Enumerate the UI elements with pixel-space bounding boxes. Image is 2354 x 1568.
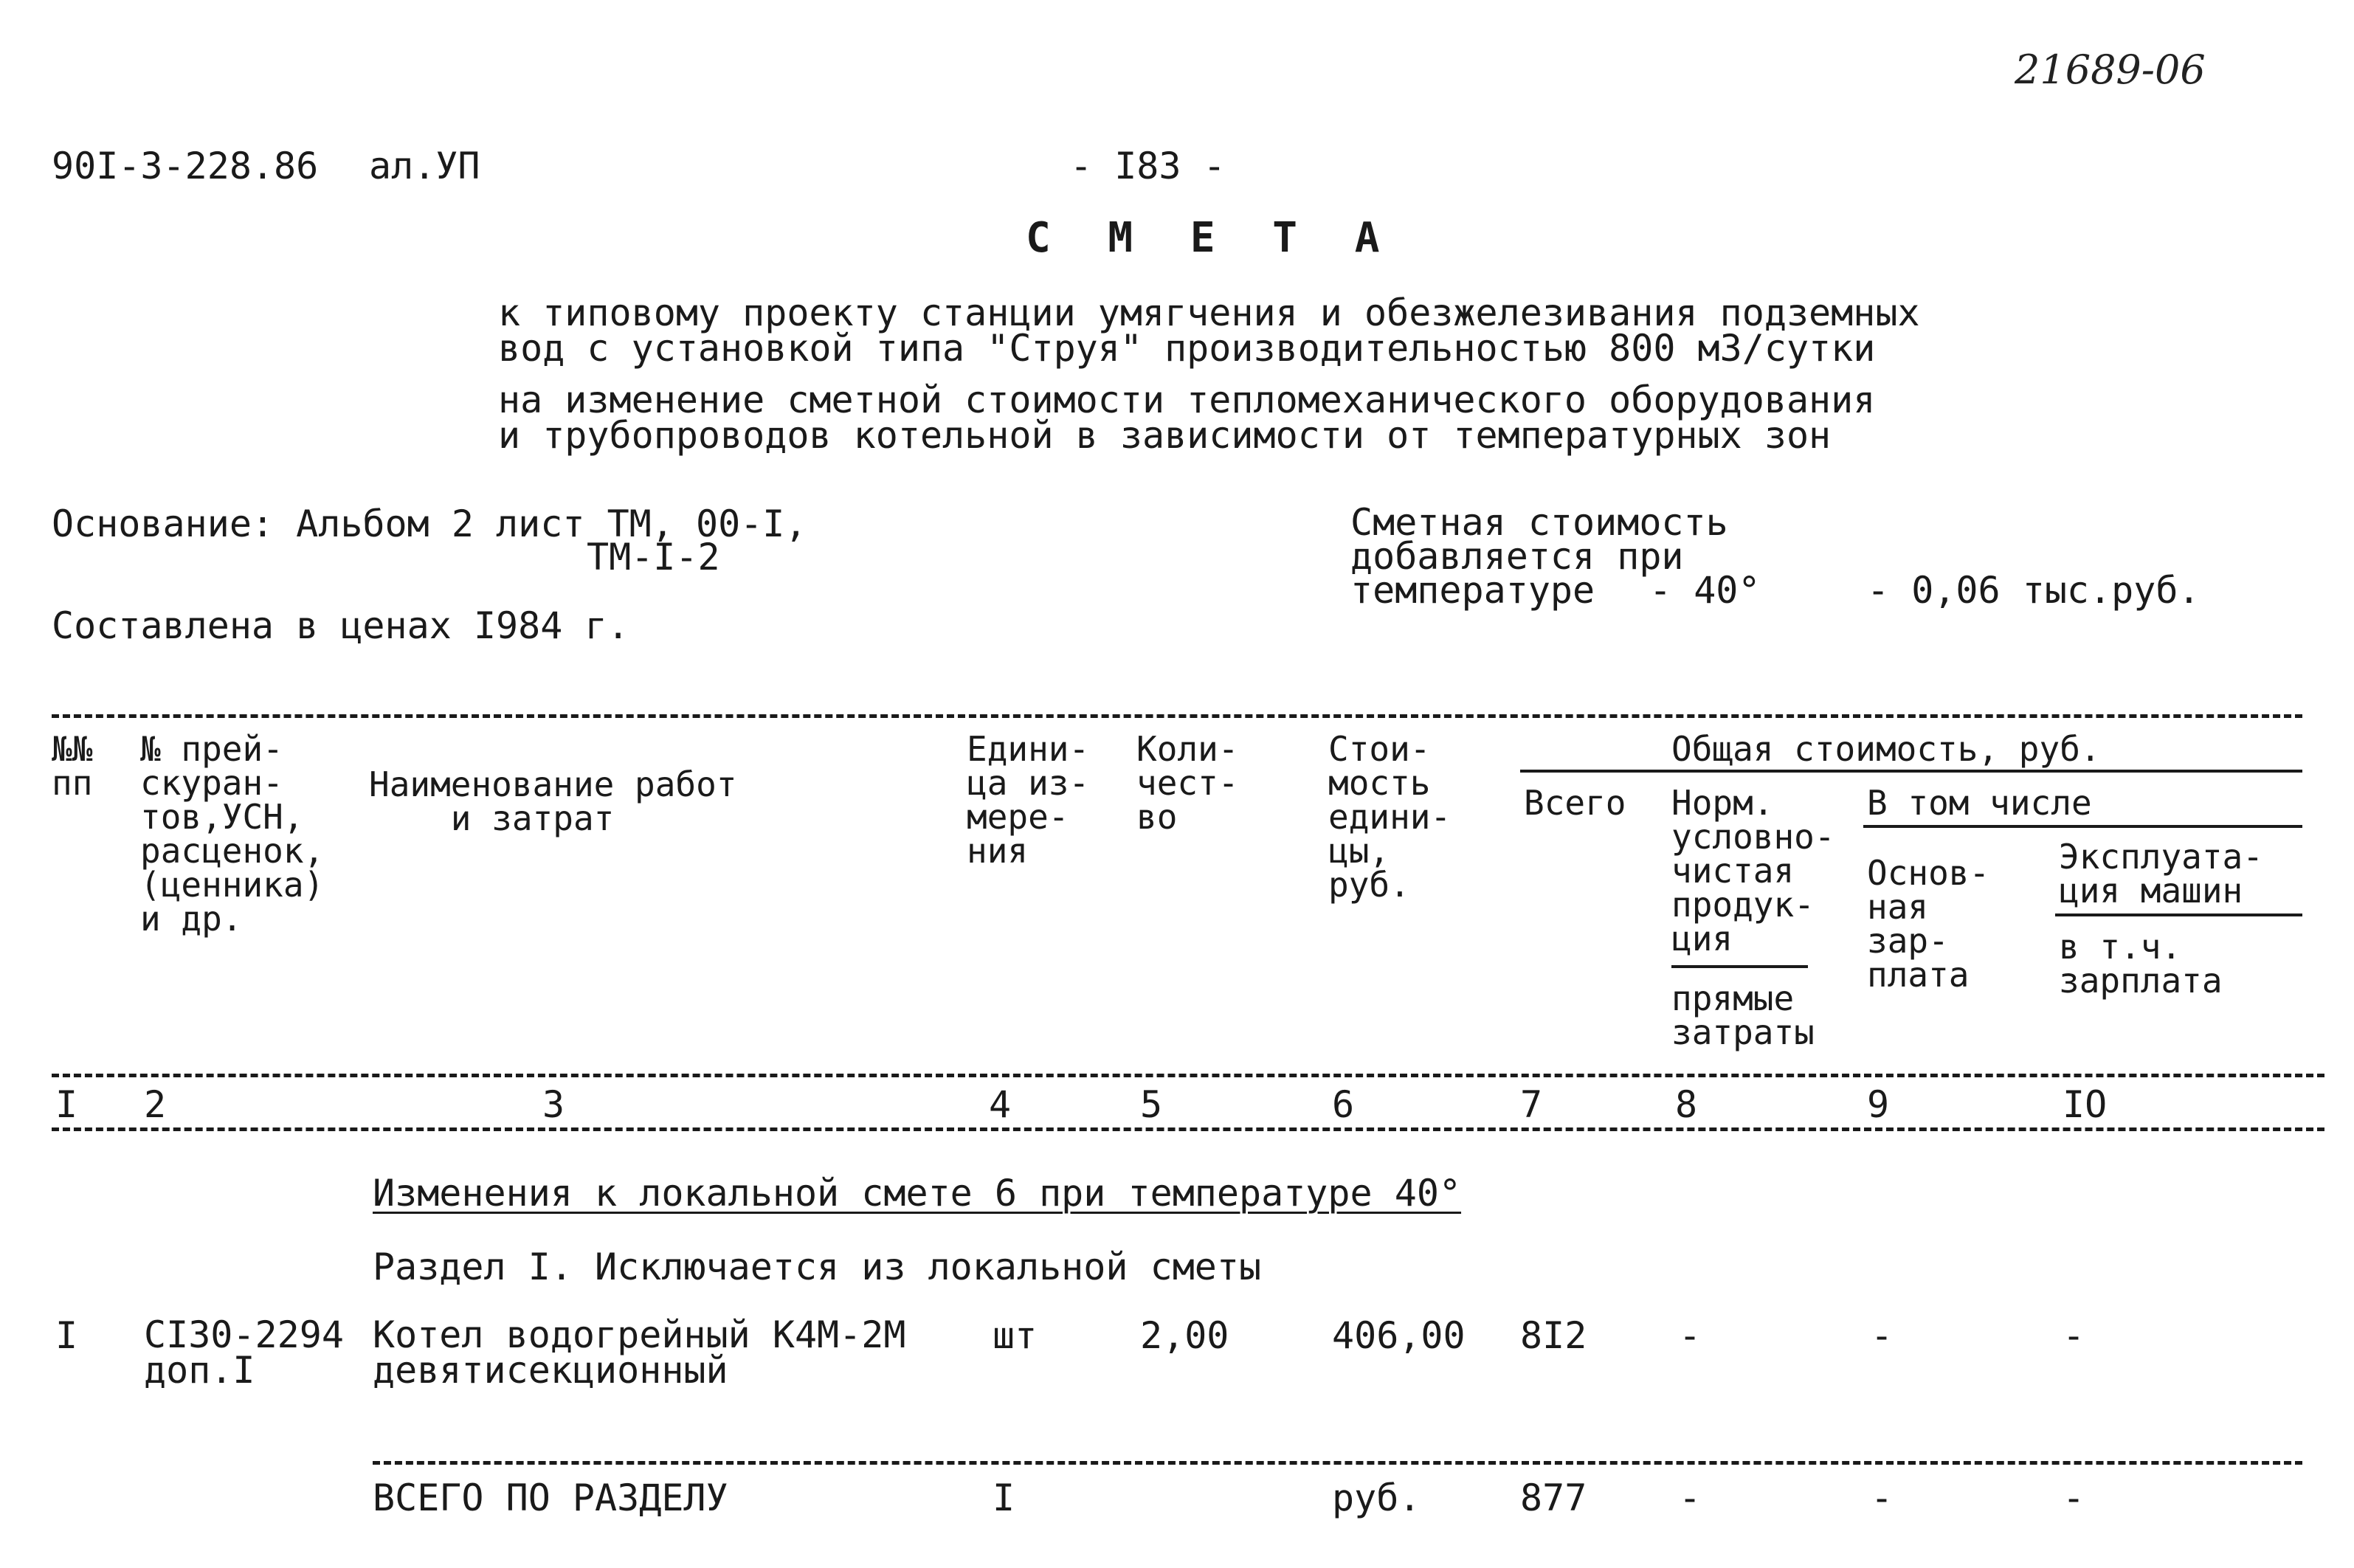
row-code: СI30-2294 доп.I xyxy=(144,1313,344,1392)
header-col-10-bottom: в т.ч. зарплата xyxy=(2059,927,2223,1001)
header-including: В том числе xyxy=(1867,783,2092,823)
column-number: 2 xyxy=(144,1083,167,1126)
summary-unit: I xyxy=(993,1477,1015,1519)
summary-unit-cost: руб. xyxy=(1332,1477,1421,1519)
row-unit-cost: 406,00 xyxy=(1332,1314,1466,1357)
subtitle-purpose: на изменение сметной стоимости тепломеханического оборудования и трубопроводов котельной в зависимости от температурных зон xyxy=(498,379,1876,457)
column-number: 7 xyxy=(1520,1083,1543,1126)
page-number: - I83 - xyxy=(1070,145,1226,187)
table-top-rule xyxy=(52,714,2302,718)
summary-col-10: - xyxy=(2063,1477,2085,1519)
cost-value: - 0,06 тыс.руб. xyxy=(1867,569,2201,612)
column-number: 9 xyxy=(1867,1083,1890,1126)
col8-rule xyxy=(1671,965,1808,968)
header-total-cost: Общая стоимость, руб. xyxy=(1671,729,2101,769)
column-number: 3 xyxy=(542,1083,565,1126)
column-number: 8 xyxy=(1675,1083,1698,1126)
header-col-6: Стои- мость едини- цы, руб. xyxy=(1328,729,1452,905)
basis-continuation: ТМ-I-2 xyxy=(587,536,720,578)
document-title: С М Е Т А xyxy=(1026,214,1396,262)
header-col-10-top: Эксплуата- ция машин xyxy=(2059,837,2263,911)
header-col-9: Основ- ная зар- плата xyxy=(1867,853,1990,995)
summary-col-9: - xyxy=(1871,1477,1894,1519)
row-unit: шт xyxy=(993,1314,1038,1357)
header-col-1: №№ пп xyxy=(52,729,93,803)
header-col-8-top: Норм. условно- чистая продук- ция xyxy=(1671,783,1835,959)
row-name: Котел водогрейный К4М-2М девятисекционный xyxy=(373,1313,906,1392)
summary-rule xyxy=(373,1461,2302,1465)
header-col-7: Всего xyxy=(1524,783,1626,823)
corner-note: 21689-06 xyxy=(2015,46,2206,93)
summary-col-8: - xyxy=(1679,1477,1702,1519)
row-col-9: - xyxy=(1871,1314,1894,1357)
row-col-10: - xyxy=(2063,1314,2085,1357)
section-title: Изменения к локальной смете 6 при температуре 40° xyxy=(373,1172,1462,1215)
header-col-2: № прей- скуран- тов,УСН, расценок, (ценника) и др. xyxy=(140,729,325,939)
column-number: 4 xyxy=(989,1083,1012,1126)
prices-year: Составлена в ценах I984 г. xyxy=(52,604,629,647)
header-col-8-bottom: прямые затраты xyxy=(1671,978,1815,1052)
doc-code: 90I-3-228.86 xyxy=(52,145,319,187)
section-subtitle: Раздел I. Исключается из локальной сметы xyxy=(373,1246,1262,1288)
colnum-bottom-rule xyxy=(52,1127,2324,1131)
column-number: 6 xyxy=(1332,1083,1355,1126)
machines-rule xyxy=(2055,913,2302,916)
row-total: 8I2 xyxy=(1520,1314,1587,1357)
row-number: I xyxy=(55,1314,78,1357)
summary-label: ВСЕГО ПО РАЗДЕЛУ xyxy=(373,1477,728,1519)
basis-label: Основание: Альбом 2 лист ТМ, 00-I, xyxy=(52,502,807,545)
subtitle-project: к типовому проекту станции умягчения и обезжелезивания подземных вод с установкой типа "Струя" производительностью 800 м3/сутки xyxy=(498,291,1920,370)
header-col-5: Коли- чест- во xyxy=(1136,729,1239,837)
album: ал.УП xyxy=(369,145,480,187)
row-col-8: - xyxy=(1679,1314,1702,1357)
row-quantity: 2,00 xyxy=(1140,1314,1229,1357)
header-col-3: Наименование работ и затрат xyxy=(369,764,737,838)
header-bottom-rule xyxy=(52,1074,2324,1077)
temperature: - 40° xyxy=(1649,569,1761,612)
cost-added-label: Сметная стоимость добавляется при температуре xyxy=(1350,501,1728,612)
column-number: IO xyxy=(2063,1083,2108,1126)
total-cost-rule xyxy=(1520,770,2302,773)
column-number: I xyxy=(55,1083,78,1126)
summary-total: 877 xyxy=(1520,1477,1587,1519)
column-number: 5 xyxy=(1140,1083,1163,1126)
incl-rule xyxy=(1863,825,2302,828)
header-col-4: Едини- ца из- мере- ния xyxy=(967,729,1090,871)
